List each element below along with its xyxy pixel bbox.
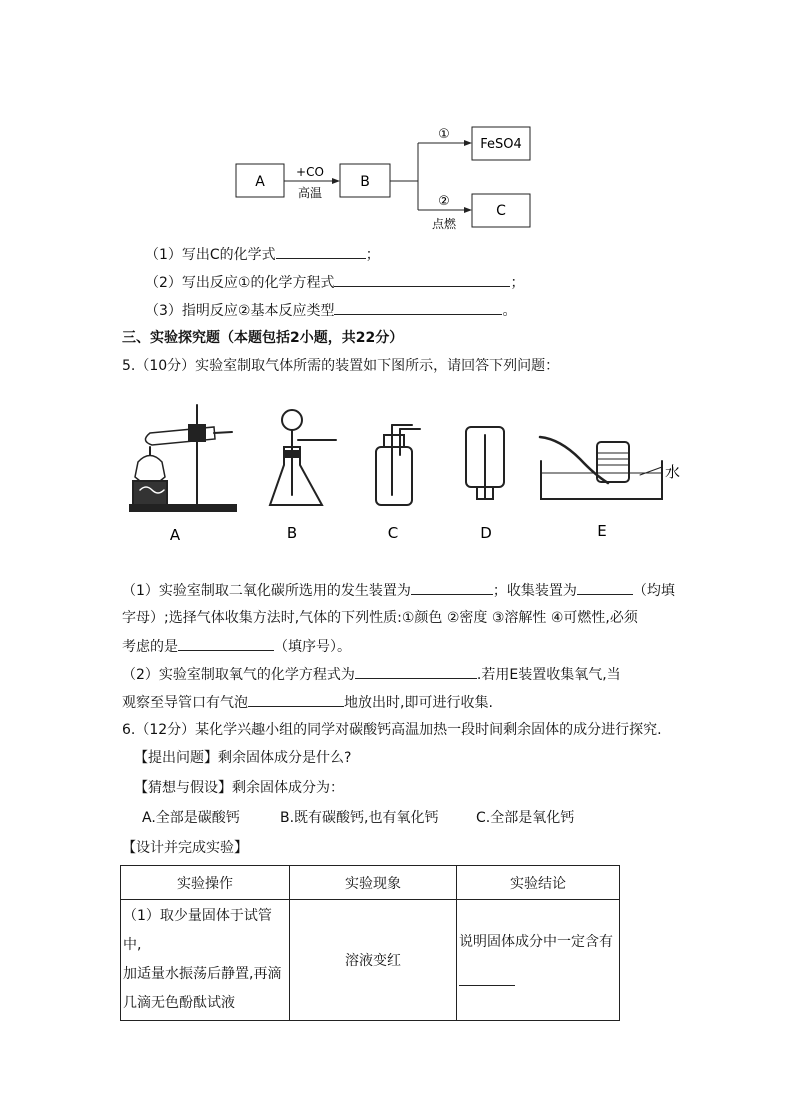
branch2-label: ②: [438, 194, 450, 209]
branch1-label: ①: [438, 127, 450, 142]
answer-blank[interactable]: [276, 244, 366, 259]
answer-blank[interactable]: [178, 636, 274, 651]
q5-sub2-line1: （2）实验室制取氧气的化学方程式为 .若用E装置收集氧气,当: [122, 664, 621, 685]
condition-label: 高温: [297, 186, 323, 200]
box-a-label: A: [255, 174, 265, 190]
row1-phenomenon: 溶液变红: [290, 900, 457, 1021]
q5-sub1-line2: 字母）;选择气体收集方法时,气体的下列性质:①颜色 ②密度 ③溶解性 ④可燃性,必须: [122, 610, 638, 626]
ignite-label: 点燃: [431, 217, 457, 231]
header-operation: 实验操作: [121, 866, 290, 900]
table-row: [121, 900, 620, 1021]
apparatus-label-e: E: [597, 522, 607, 540]
apparatus-diagram: [0, 395, 790, 550]
answer-blank[interactable]: [248, 692, 344, 707]
q4-sub1: （1）写出C的化学式 ；: [145, 244, 380, 265]
apparatus-label-a: A: [169, 526, 181, 544]
section-3-title: 三、实验探究题（本题包括2小题，共22分）: [122, 330, 404, 346]
q5-sub1-line1: （1）实验室制取二氧化碳所选用的发生装置为 ；收集装置为 （均填: [122, 580, 675, 601]
q6-question: 【提出问题】剩余固体成分是什么?: [134, 750, 352, 766]
reaction-flowchart: [0, 0, 790, 240]
answer-blank[interactable]: [334, 272, 510, 287]
header-conclusion: 实验结论: [457, 866, 620, 900]
answer-blank[interactable]: [577, 580, 633, 595]
apparatus-label-c: C: [387, 524, 399, 542]
box-b-label: B: [360, 174, 370, 190]
q5-sub2-line2: 观察至导管口有气泡 地放出时,即可进行收集.: [122, 692, 493, 713]
experiment-table: [120, 865, 620, 1021]
box-c-label: C: [496, 203, 506, 219]
answer-blank[interactable]: [334, 300, 502, 315]
apparatus-label-b: B: [286, 524, 298, 542]
row1-conclusion: 说明固体成分中一定含有: [457, 900, 620, 1021]
q6-design: 【设计并完成实验】: [122, 840, 248, 856]
answer-blank[interactable]: [459, 971, 515, 986]
apparatus-label-d: D: [480, 524, 492, 542]
q6-option-c: C.全部是氧化钙: [476, 810, 575, 826]
q6-hypothesis: 【猜想与假设】剩余固体成分为：: [134, 780, 344, 796]
q4-sub2: （2）写出反应①的化学方程式 ；: [145, 272, 524, 293]
q5-sub1-line3: 考虑的是 （填序号）。: [122, 636, 351, 657]
q5-stem: 5.（10分）实验室制取气体所需的装置如下图所示，请回答下列问题：: [122, 358, 560, 374]
water-label: 水: [665, 463, 681, 481]
q6-stem: 6.（12分）某化学兴趣小组的同学对碳酸钙高温加热一段时间剩余固体的成分进行探究.: [122, 722, 662, 738]
header-phenomenon: 实验现象: [290, 866, 457, 900]
q6-option-b: B.既有碳酸钙,也有氧化钙: [280, 810, 439, 826]
table-header-row: [121, 866, 620, 900]
q4-sub3: （3）指明反应②基本反应类型 。: [145, 300, 516, 321]
answer-blank[interactable]: [411, 580, 493, 595]
box-feso4-label: FeSO4: [480, 137, 522, 152]
answer-blank[interactable]: [355, 664, 477, 679]
q6-option-a: A.全部是碳酸钙: [142, 810, 240, 826]
reagent-label: +CO: [296, 165, 324, 179]
row1-operation: （1）取少量固体于试管中, 加适量水振荡后静置,再滴 几滴无色酚酞试液: [121, 900, 290, 1021]
